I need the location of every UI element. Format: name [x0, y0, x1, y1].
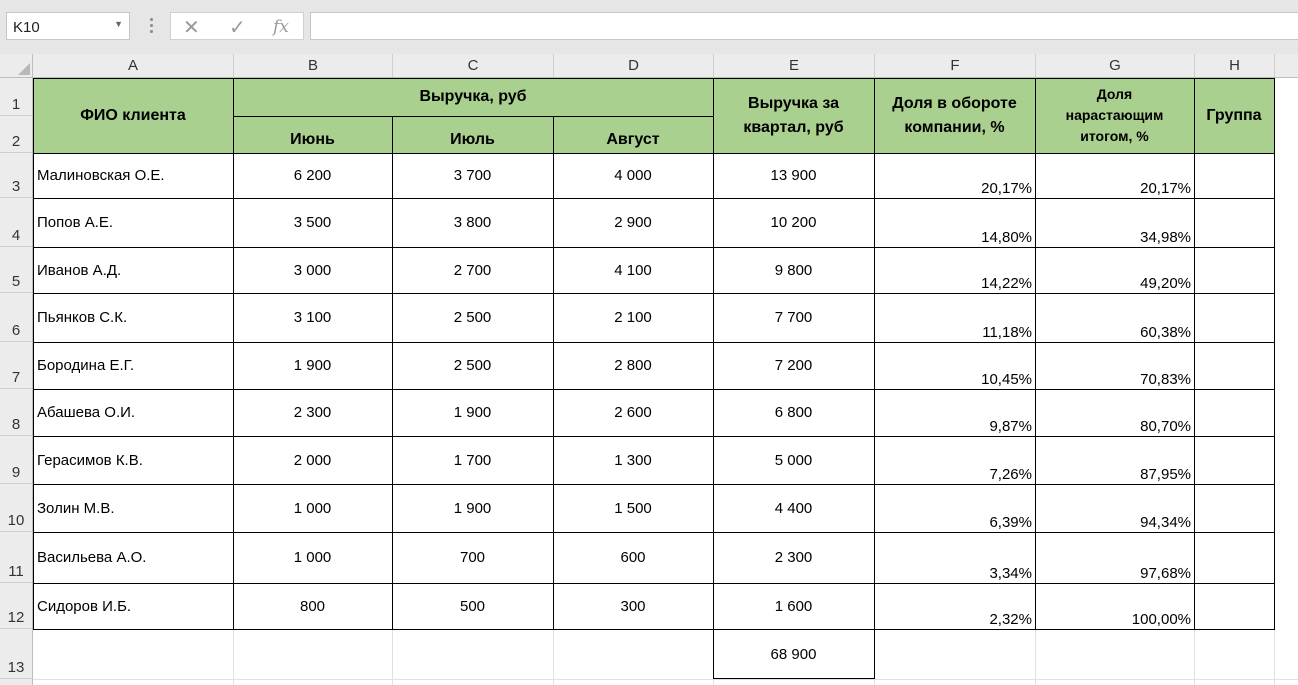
july-cell[interactable]: 500: [459, 597, 486, 615]
group-cell[interactable]: [1194, 484, 1274, 532]
column-header-c[interactable]: C: [393, 54, 554, 77]
client-name-cell[interactable]: Иванов А.Д.: [37, 261, 122, 279]
client-name-cell[interactable]: Герасимов К.В.: [37, 451, 143, 469]
july-cell[interactable]: 1 900: [453, 404, 492, 421]
july-cell[interactable]: 2 500: [453, 357, 492, 374]
july-cell[interactable]: 1 700: [453, 451, 492, 469]
june-cell[interactable]: 3 500: [293, 214, 332, 231]
worksheet-grid[interactable]: [33, 78, 1298, 685]
client-name-cell[interactable]: Сидоров И.Б.: [37, 597, 132, 615]
august-cell[interactable]: 300: [620, 597, 646, 615]
name-box[interactable]: [6, 12, 130, 40]
enter-icon[interactable]: ✓: [229, 17, 246, 39]
group-cell[interactable]: [1194, 198, 1274, 247]
quarter-total-cell[interactable]: 13 900: [770, 167, 817, 184]
header-revenue[interactable]: Выручка, руб: [233, 78, 713, 116]
august-cell[interactable]: 2 900: [614, 214, 652, 231]
header-quarter-line2: квартал, руб: [743, 118, 844, 136]
july-cell[interactable]: 3 700: [453, 167, 492, 184]
share-cell[interactable]: 6,39%: [989, 514, 1032, 531]
cumulative-share-cell[interactable]: 100,00%: [1131, 611, 1191, 628]
group-cell[interactable]: [1194, 532, 1274, 583]
formula-bar-area: [0, 0, 1298, 54]
chevron-down-icon[interactable]: ▼: [114, 19, 123, 29]
row-header-3[interactable]: 3: [0, 153, 32, 198]
function-icon[interactable]: fx: [273, 17, 289, 37]
june-cell[interactable]: 2 000: [293, 451, 332, 469]
row-header-12[interactable]: 12: [0, 583, 32, 629]
august-cell[interactable]: 2 800: [614, 357, 652, 374]
header-group[interactable]: Группа: [1194, 78, 1274, 153]
header-cumulative[interactable]: [1035, 78, 1194, 153]
august-cell[interactable]: 2 600: [614, 404, 652, 421]
group-cell[interactable]: [1194, 389, 1274, 436]
select-all-button[interactable]: [0, 54, 33, 77]
client-name-cell[interactable]: Васильева А.О.: [37, 549, 147, 566]
quarter-total-cell[interactable]: 4 400: [774, 499, 813, 517]
group-cell[interactable]: [1194, 342, 1274, 389]
header-client[interactable]: ФИО клиента: [33, 78, 233, 153]
cancel-icon[interactable]: ✕: [183, 17, 200, 39]
header-july[interactable]: Июль: [392, 116, 553, 153]
group-cell[interactable]: [1194, 436, 1274, 484]
june-cell[interactable]: 1 000: [293, 499, 332, 517]
header-june[interactable]: Июнь: [233, 116, 392, 153]
august-cell[interactable]: 4 000: [614, 167, 652, 184]
grand-total-cell[interactable]: 68 900: [770, 645, 817, 663]
june-cell[interactable]: 2 300: [293, 404, 332, 421]
header-august[interactable]: Август: [553, 116, 713, 153]
quarter-total-cell[interactable]: 9 800: [774, 261, 813, 279]
august-cell[interactable]: 600: [620, 549, 646, 566]
header-quarter[interactable]: [713, 78, 874, 153]
row-header-8[interactable]: 8: [0, 389, 32, 436]
header-quarter-line1: Выручка за: [748, 95, 839, 113]
cumulative-share-cell[interactable]: 60,38%: [1140, 324, 1191, 341]
formula-buttons: [170, 12, 304, 40]
column-header-e[interactable]: E: [714, 54, 875, 77]
row-header-9[interactable]: 9: [0, 436, 32, 484]
cumulative-share-cell[interactable]: 87,95%: [1140, 466, 1191, 483]
client-name-cell[interactable]: Пьянков С.К.: [37, 309, 128, 326]
quarter-total-cell[interactable]: 1 600: [774, 597, 813, 615]
column-headers: [0, 54, 1298, 78]
share-cell[interactable]: 20,17%: [981, 180, 1032, 197]
row-header-10[interactable]: 10: [0, 484, 32, 532]
row-header-4[interactable]: 4: [0, 198, 32, 247]
quarter-total-cell[interactable]: 2 300: [774, 549, 813, 566]
cumulative-share-cell[interactable]: 20,17%: [1140, 180, 1191, 197]
client-name-cell[interactable]: Малиновская О.Е.: [37, 167, 165, 184]
cumulative-share-cell[interactable]: 70,83%: [1140, 371, 1191, 388]
row-header-5[interactable]: 5: [0, 247, 32, 293]
cumulative-share-cell[interactable]: 97,68%: [1140, 565, 1191, 582]
client-name-cell[interactable]: Абашева О.И.: [37, 404, 136, 421]
formula-input[interactable]: [310, 12, 1298, 40]
row-header-11[interactable]: 11: [0, 532, 32, 583]
july-cell[interactable]: 1 900: [453, 499, 492, 517]
header-share-line1: Доля в обороте: [892, 95, 1017, 113]
row-header-6[interactable]: 6: [0, 293, 32, 342]
header-cum-line2: нарастающим: [1065, 107, 1164, 123]
july-cell[interactable]: 3 800: [453, 214, 492, 231]
row-header-2[interactable]: 2: [0, 116, 32, 153]
row-header-7[interactable]: 7: [0, 342, 32, 389]
group-cell[interactable]: [1194, 583, 1274, 629]
drag-handle-icon[interactable]: [148, 16, 154, 36]
cumulative-share-cell[interactable]: 49,20%: [1140, 275, 1191, 292]
client-name-cell[interactable]: Золин М.В.: [37, 499, 115, 517]
quarter-total-cell[interactable]: 5 000: [774, 451, 813, 469]
june-cell[interactable]: 3 000: [293, 261, 332, 279]
cumulative-share-cell[interactable]: 80,70%: [1140, 418, 1191, 435]
share-cell[interactable]: 7,26%: [989, 466, 1032, 483]
june-cell[interactable]: 3 100: [293, 309, 332, 326]
quarter-total-cell[interactable]: 7 200: [774, 357, 813, 374]
group-cell[interactable]: [1194, 293, 1274, 342]
june-cell[interactable]: 800: [299, 597, 326, 615]
share-cell[interactable]: 14,22%: [981, 275, 1032, 292]
july-cell[interactable]: 2 700: [453, 261, 492, 279]
column-header-g[interactable]: G: [1036, 54, 1195, 77]
header-share[interactable]: [874, 78, 1035, 153]
column-header-a[interactable]: A: [33, 54, 234, 77]
june-cell[interactable]: 1 000: [293, 549, 332, 566]
share-cell[interactable]: 9,87%: [989, 418, 1032, 435]
august-cell[interactable]: 1 300: [614, 451, 652, 469]
header-cum-line3: итогом, %: [1080, 128, 1149, 144]
quarter-total-cell[interactable]: 6 800: [774, 404, 813, 421]
group-cell[interactable]: [1194, 153, 1274, 198]
share-cell[interactable]: 10,45%: [981, 371, 1032, 388]
share-cell[interactable]: 3,34%: [989, 565, 1032, 582]
header-share-line2: компании, %: [904, 118, 1005, 136]
august-cell[interactable]: 1 500: [614, 499, 652, 517]
share-cell[interactable]: 11,18%: [982, 324, 1032, 341]
name-box-value: K10: [13, 19, 40, 36]
cumulative-share-cell[interactable]: 94,34%: [1140, 514, 1191, 531]
header-cum-line1: Доля: [1096, 86, 1133, 102]
row-header-13[interactable]: 13: [0, 629, 32, 679]
quarter-total-cell[interactable]: 7 700: [774, 309, 813, 326]
august-cell[interactable]: 2 100: [614, 309, 652, 326]
column-header-h[interactable]: H: [1195, 54, 1275, 77]
column-header-d[interactable]: D: [554, 54, 714, 77]
quarter-total-cell[interactable]: 10 200: [770, 214, 817, 231]
client-name-cell[interactable]: Попов А.Е.: [37, 214, 114, 231]
row-header-1[interactable]: 1: [0, 78, 32, 116]
share-cell[interactable]: 2,32%: [989, 611, 1032, 628]
share-cell[interactable]: 14,80%: [981, 229, 1032, 246]
column-header-f[interactable]: F: [875, 54, 1036, 77]
client-name-cell[interactable]: Бородина Е.Г.: [37, 357, 135, 374]
july-cell[interactable]: 2 500: [453, 309, 492, 326]
column-header-b[interactable]: B: [234, 54, 393, 77]
august-cell[interactable]: 4 100: [614, 261, 652, 279]
june-cell[interactable]: 1 900: [293, 357, 332, 374]
july-cell[interactable]: 700: [459, 549, 486, 566]
cumulative-share-cell[interactable]: 34,98%: [1140, 229, 1191, 246]
row-headers: [0, 78, 33, 685]
june-cell[interactable]: 6 200: [293, 167, 332, 184]
group-cell[interactable]: [1194, 247, 1274, 293]
